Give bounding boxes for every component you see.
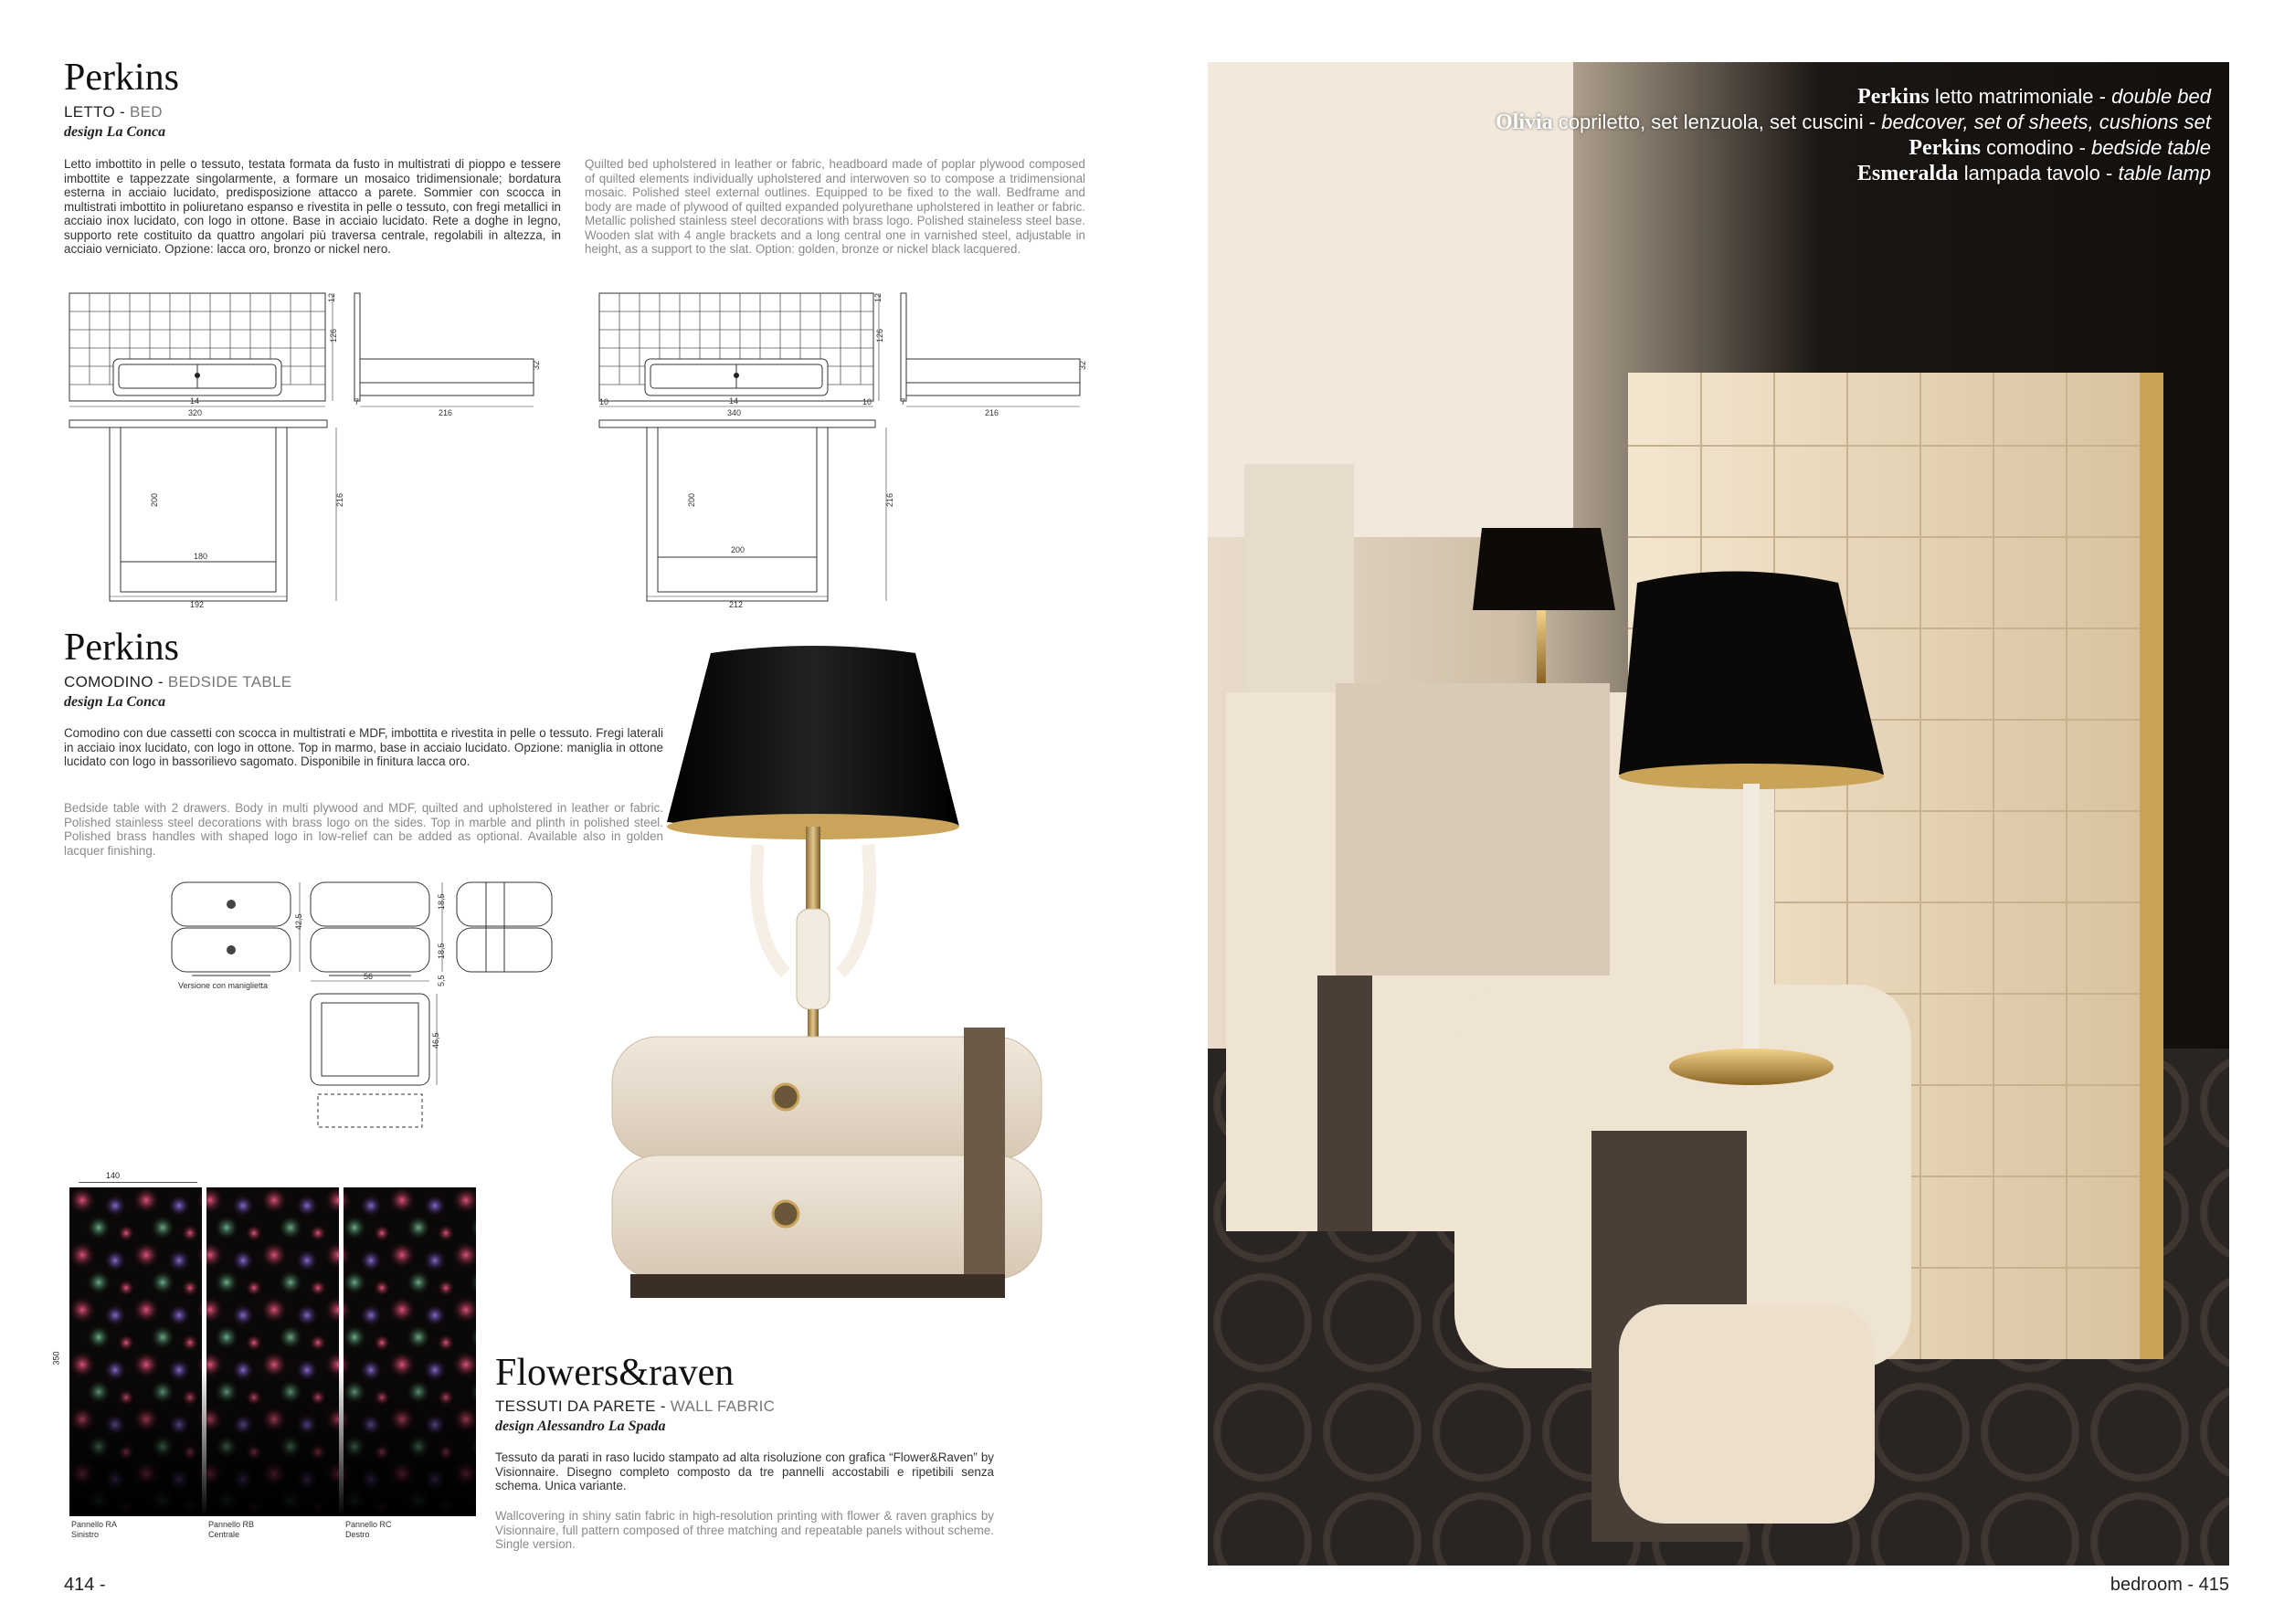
caption-2-name: Olivia (1496, 111, 1553, 134)
panel-ra-line2: Sinistro (71, 1530, 100, 1539)
caption-1-sep: - (2099, 85, 2106, 108)
nightstand-title: Perkins (64, 627, 179, 669)
ns-dim-d: 46,5 (431, 1032, 440, 1049)
dim-a-planwin: 180 (194, 552, 208, 561)
dim-b-wr: 10 (862, 397, 872, 406)
page-number-left: 414 - (64, 1575, 106, 1595)
photo-caption (1425, 84, 2211, 186)
caption-3-sep: - (2078, 136, 2086, 159)
caption-2-it: copriletto, set lenzuola, set cuscini (1558, 111, 1864, 133)
wall-fabric-category-it: TESSUTI DA PARETE (495, 1397, 656, 1415)
wall-fabric-text-en: Wallcovering in shiny satin fabric in high-resolution printing with flower & raven graphics by Visionnaire, full pattern composed of three matching and repeatable panels without scheme. Single version. (495, 1509, 994, 1551)
panel-rb-line1: Pannello RB (208, 1520, 255, 1529)
nightstand-version-label: Versione con maniglietta (178, 981, 269, 990)
page-number-right: bedroom - 415 (2110, 1575, 2229, 1595)
wall-fabric-text-it: Tessuto da parati in raso lucido stampato ad alta risoluzione con grafica “Flower&Raven” by Visionnaire. Disegno completo composto da tre pannelli accostabili e ripetibili senza schema. Unica variante. (495, 1450, 994, 1492)
wall-fabric-title: Flowers&raven (495, 1352, 735, 1394)
nightstand-product-image (603, 644, 1096, 1302)
bedroom-scene (1208, 62, 2229, 1566)
ns-dim-h1: 18,5 (437, 893, 446, 910)
ns-dim-h: 42,5 (294, 913, 303, 930)
panel-rc-label (345, 1520, 392, 1540)
ns-dim-w: 56 (364, 972, 374, 981)
dim-a-wtop: 14 (190, 396, 200, 406)
panel-ra-label (71, 1520, 117, 1540)
caption-line-3 (1425, 135, 2211, 161)
panel-rb-label (208, 1520, 254, 1540)
caption-line-1 (1425, 84, 2211, 110)
nightstand-text-en: Bedside table with 2 drawers. Body in multi plywood and MDF, quilted and upholstered in leather or fabric. Polished stainless steel decorations with brass logo on the sides. Top in marble and plinth in polished steel. Polished brass handles with shaped logo in low-relief can be added as optional. Available also in golden lacquer finishing. (64, 801, 663, 858)
dim-a-planh2: 216 (335, 492, 344, 507)
ns-dim-base: 5,5 (437, 975, 446, 986)
dim-b-planh2: 216 (885, 492, 894, 507)
wall-fabric-pattern (69, 1187, 476, 1516)
caption-4-en: table lamp (2118, 162, 2211, 185)
caption-3-en: bedside table (2091, 136, 2211, 159)
dim-a-wtotal: 320 (188, 408, 203, 417)
dim-b-planwin: 200 (731, 545, 745, 554)
bed-drawing-320 (62, 288, 555, 617)
caption-1-it: letto matrimoniale (1934, 85, 2094, 108)
bed-text-it: Letto imbottito in pelle o tessuto, testata formata da fusto in multistrati di pioppo e tessere imbottite e tappezzate singolarmente, a formare un mosaico tridimensionale; bordatura esterna in acciaio lucidato, predisposizione attacco a parete. Sommier con scocca in multistrati imbottito in poliuretano espanso e rivestita in pelle o tessuto, con fregi metallici in acciaio inox lucidato, con logo in ottone. Base in acciaio lucidato. Rete a doghe in legno, supporto rete costituito da quattro angolari più traversa centrale, regolabili in altezza, in acciaio verniciato. Opzione: lacca oro, bronzo or nickel nero. (64, 157, 561, 256)
caption-line-2 (1425, 110, 2211, 135)
dim-a-htop: 12 (327, 292, 336, 302)
dim-a-sidew1: 7 (354, 397, 360, 406)
dim-a-sideh: 32 (532, 360, 541, 370)
dim-a-sidew2: 216 (439, 408, 453, 417)
dim-a-planh: 200 (150, 492, 159, 507)
bed-category-it: LETTO (64, 103, 115, 121)
wall-fabric-width-dim: 140 (106, 1171, 121, 1180)
nightstand-text-it: Comodino con due cassetti con scocca in multistrati e MDF, imbottita e rivestita in pelle o tessuto. Fregi laterali in acciaio inox lucidato, con logo in ottone. Top in marmo, base in acciaio lucidato. Opzione: maniglia in ottone lucidato con logo in bassorilievo sagomato. Disponibile in finitura lacca oro. (64, 726, 663, 768)
dim-b-sideh: 32 (1078, 360, 1087, 370)
dim-a-planwout: 192 (190, 600, 205, 609)
nightstand-category-sep: - (157, 673, 164, 691)
wall-fabric-designer: design Alessandro La Spada (495, 1418, 666, 1434)
bed-category-en: BED (130, 103, 163, 121)
caption-1-name: Perkins (1857, 85, 1930, 109)
bed-category-sep: - (120, 103, 125, 121)
panel-ra-line1: Pannello RA (71, 1520, 118, 1529)
caption-1-en: double bed (2111, 85, 2211, 108)
wall-fabric-category-en: WALL FABRIC (670, 1397, 776, 1415)
wall-fabric-category (495, 1397, 775, 1416)
wall-fabric-height-dim: 350 (51, 1351, 61, 1366)
nightstand-category (64, 673, 291, 691)
bedroom-photo (1208, 62, 2229, 1566)
dim-b-wtotal: 340 (727, 408, 742, 417)
caption-2-sep: - (1868, 111, 1877, 133)
nightstand-designer: design La Conca (64, 694, 166, 710)
caption-2-en: bedcover, set of sheets, cushions set (1881, 111, 2211, 133)
dim-b-htop: 12 (873, 292, 883, 302)
ns-dim-h2: 18,5 (437, 943, 446, 959)
dim-b-wl: 10 (599, 397, 609, 406)
dim-b-planh: 200 (687, 492, 696, 507)
caption-4-sep: - (2106, 162, 2113, 185)
dim-b-hhead: 126 (875, 328, 884, 343)
bed-category (64, 103, 163, 121)
dim-a-hhead: 126 (329, 328, 338, 343)
panel-rc-line2: Destro (345, 1530, 370, 1539)
caption-4-it: lampada tavolo (1963, 162, 2100, 185)
bed-designer: design La Conca (64, 124, 166, 140)
bed-drawing-340 (596, 288, 1098, 617)
panel-rb-line2: Centrale (208, 1530, 240, 1539)
panel-rc-line1: Pannello RC (345, 1520, 392, 1529)
caption-3-it: comodino (1986, 136, 2074, 159)
dim-b-wtop: 14 (729, 396, 739, 406)
dim-b-sidew2: 216 (985, 408, 999, 417)
nightstand-category-it: COMODINO (64, 673, 153, 691)
bed-title: Perkins (64, 57, 179, 99)
bed-text-en: Quilted bed upholstered in leather or fabric, headboard made of poplar plywood composed of quilted elements individually upholstered and interwoven so to compose a tridimensional mosaic. Polished steel external outlines. Equipped to be fixed to the wall. Bedframe and body are made of plywood of quilted expanded polyurethane upholstered in leather or fabric. Metallic polished stainless steel decorations with brass logo. Polished staineless steel base. Wooden slat with 4 angle brackets and a long central one in varnished steel, adjustable in height, as a support to the slat. Option: golden, bronze or nickel black lacquered. (585, 157, 1085, 256)
wall-fabric-category-sep: - (660, 1397, 666, 1415)
nightstand-drawing (164, 877, 566, 1151)
caption-line-4 (1425, 161, 2211, 186)
dim-b-planwout: 212 (729, 600, 744, 609)
caption-3-name: Perkins (1909, 136, 1982, 160)
wall-fabric-panels (69, 1187, 476, 1516)
caption-4-name: Esmeralda (1856, 162, 1959, 185)
dim-b-sidew1: 7 (901, 397, 906, 406)
nightstand-category-en: BEDSIDE TABLE (167, 673, 292, 691)
